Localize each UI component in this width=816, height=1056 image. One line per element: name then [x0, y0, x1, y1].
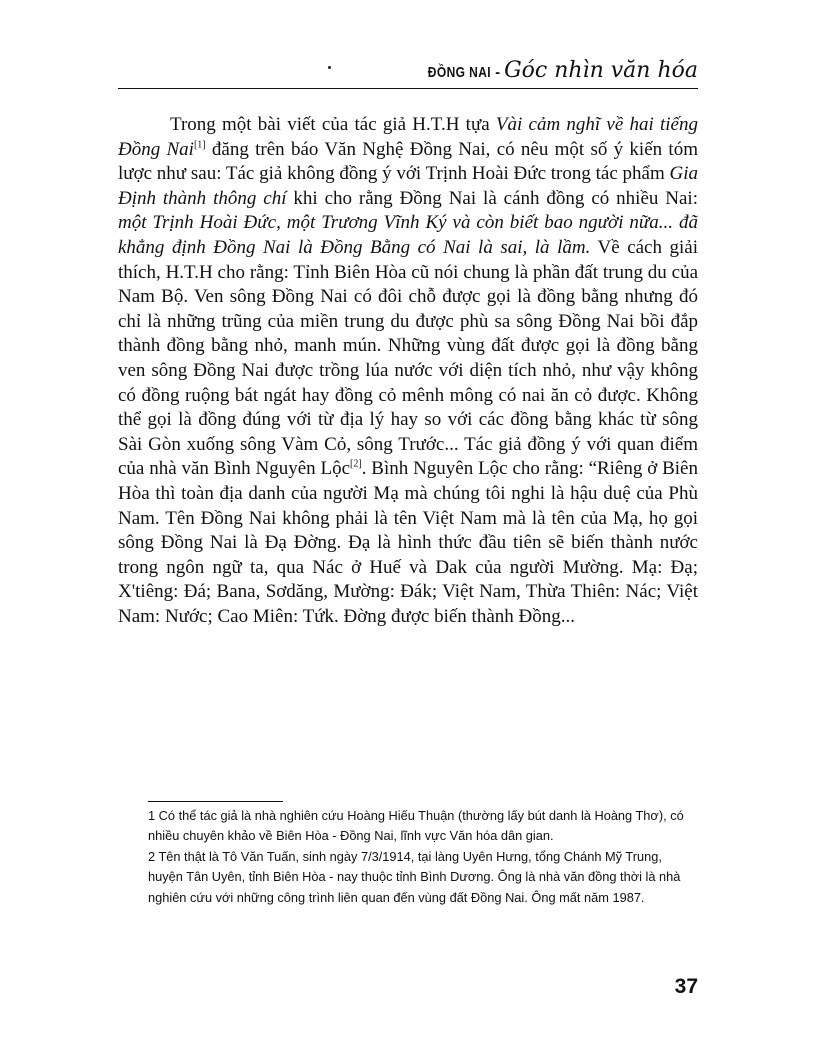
text-run: Về cách giải thích, H.T.H cho rằng: Tỉnh Biên Hòa cũ nói chung là phần đất trung du của Nam Bộ. Ven sông Đồng Nai có đôi chỗ được gọi là đồng bằng nhưng đó chỉ là những trũng của miền trung du được phù sa sông Đồng Nai bồi đắp thành đồng bằng nhỏ, manh mún. Những vùng đất được gọi là đồng bằng ven sông Đồng Nai được trồng lúa nước với diện tích nhỏ, như vậy không có đồng ruộng bát ngát hay đồng cỏ mênh mông có nai ăn cỏ được. Không thể gọi là đồng đúng với từ địa lý hay so với các đồng bằng khác từ sông Sài Gòn xuống sông Vàm Cỏ, sông Trước... Tác giả đồng ý với quan điểm của nhà văn Bình Nguyên Lộc [118, 236, 699, 480]
header-title [412, 58, 698, 83]
footnote-rule [148, 801, 283, 802]
header-rule [118, 88, 698, 89]
article-title: Vài cảm nghĩ về hai tiếng Đồng Nai [118, 114, 698, 160]
footnote-ref-1: [1] [193, 139, 206, 151]
footnote-1: 1 Có thể tác giả là nhà nghiên cứu Hoàng Hiếu Thuận (thường lấy bút danh là Hoàng Thơ), có nhiều chuyên khảo về Biên Hòa - Đồng Nai, lĩnh vực Văn hóa dân gian. [148, 808, 684, 844]
text-run: khi cho rằng Đồng Nai là cánh đồng có nhiều Nai: [286, 187, 698, 209]
text-run: . Bình Nguyên Lộc cho rằng: “Riêng ở Biên Hòa thì toàn địa danh của người Mạ mà chúng tôi nghi là hậu duệ của Phù Nam. Tên Đồng Nai không phải là tên Việt Nam mà là tên của Mạ, họ gọi sông Đồng Nai là Đạ Đờng. Đạ là hình thức đầu tiên sẽ biến thành nước trong ngôn ngữ ta, qua Nác ở Huế và Dak của người Mường. Mạ: Đạ; X'tiêng: Đá; Bana, Sơdăng, Mường: Đák; Việt Nam, Thừa Thiên: Nác; Việt Nam: Nước; Cao Miên: Tứk. Đờng được biến thành Đồng... [118, 458, 698, 627]
text-run: đăng trên báo Văn Nghệ Đồng Nai, có nêu một số ý kiến tóm lược như sau: Tác giả không đồng ý với Trịnh Hoài Đức trong tác phẩm [118, 138, 698, 185]
book-subtitle: Góc nhìn văn hóa [504, 58, 698, 83]
footnote-2: 2 Tên thật là Tô Văn Tuấn, sinh ngày 7/3/1914, tại làng Uyên Hưng, tổng Chánh Mỹ Trung, huyện Tân Uyên, tỉnh Biên Hòa - nay thuộc tỉnh Bình Dương. Ông là nhà văn đồng thời là nhà nghiên cứu với những công trình liên quan đến vùng đất Đồng Nai. Ông mất năm 1987. [148, 848, 681, 905]
body-paragraph [118, 113, 698, 629]
quoted-opinion: một Trịnh Hoài Đức, một Trương Vĩnh Ký và còn biết bao người nữa... đã khẳng định Đồng Nai là Đồng Bằng có Nai là sai, là lầm. [118, 212, 698, 258]
page-number: 37 [674, 975, 698, 998]
footnote-ref-2: [2] [350, 458, 362, 470]
text-run: Trong một bài viết của tác giả H.T.H tựa [170, 114, 496, 135]
header-separator: - [490, 64, 501, 81]
book-title: ĐỒNG NAI [427, 64, 491, 81]
running-header [118, 56, 698, 90]
work-title: Gia Định thành thông chí [118, 163, 698, 209]
header-dot [328, 66, 331, 69]
footnotes [148, 806, 698, 908]
